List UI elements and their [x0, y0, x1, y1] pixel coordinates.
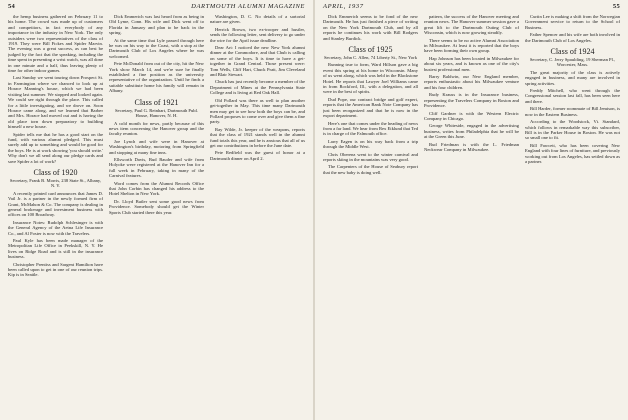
paragraph: Dick Emmerich was last heard from as being in Old Lyme, Conn. His wife and Dick went off to Florida in January and plan to be back in the spring.	[109, 14, 204, 36]
column	[109, 14, 204, 418]
left-page	[0, 0, 313, 420]
paragraph: pattern, the success of the Hanover meeting and reunion news. The Hanover summer session gave a great lift to the Dartmouth Outing Club of Wisconsin, which is now growing steadily.	[424, 14, 519, 36]
paragraph: Bill Fawcett, who has been covering New England with four lines of furniture, and previously working out from Los Angeles, has settled down as a partner.	[525, 142, 620, 164]
column	[424, 14, 519, 418]
paragraph: Larry Eagen is on his way back from a trip through the Middle West.	[323, 138, 418, 150]
paragraph: Washington, D. C. No details of a sartorial nature are given.	[210, 14, 305, 25]
class-heading: Class of 1924	[550, 47, 595, 57]
paragraph: According to the Woodstock, Vt. Standard, which follows in remarkable way this subscriber, Bill is in the Parker House in Boston. He was not so small one to fit.	[525, 119, 620, 141]
paragraph: Insurance Notes: Rudolph Schlesinger is with the General Agency of the Aetna Life Insurance Co., and Al Foster is now with the Travelers.	[8, 219, 103, 236]
paragraph: Bill Harder, former roommate of Bill Jemison, is now in the Eastern Business.	[525, 106, 620, 117]
issue-date: APRIL, 1937	[323, 3, 364, 10]
paragraph: Running true to form, Ward Hillson gave a big event this spring at his home in Wisconsin. Many of us went along, which was held in the Blackstone Hotel. He reports that Lawyer Joel Williams came in from Rockford, Ill., with a delegation, and all were in the best of spirits.	[323, 62, 418, 95]
paragraph: Ellsworth Davis, Bud Bauder and wife from Holyoke were registered at the Hanover Inn for a full week in February, taking in many of the Carnival features.	[109, 156, 204, 179]
right-page	[315, 0, 628, 420]
paragraph: Chuck has just recently become a member of the Department of Mines at the Pennsylvania State College and is living at Red Oak Hall.	[210, 79, 305, 96]
paragraph: Bud Friedman is with the L. Friedman Neckwear Company in Milwaukee.	[424, 141, 519, 152]
column	[210, 14, 305, 418]
magazine-title: DARTMOUTH ALUMNI MAGAZINE	[191, 3, 305, 10]
paragraph: Cliff Gardner is with the Western Electric Company in Chicago.	[424, 110, 519, 121]
paragraph: A cold month for news, partly because of this news item concerning the Hanover group and the faculty reunion.	[109, 120, 204, 137]
paragraph: Pete McDonald from out of the city, hit the New York show March 14, and we're sure he finally established a fine position as the university representative of the organization. Until he finds a suitable substitute home his family will remain in Albany.	[109, 61, 204, 94]
paragraph: Joe Lynch and wife were in Hanover at Washington's birthday, motoring from Springfield and stopping at many fine inns.	[109, 138, 204, 155]
paragraph: Word comes from the Alumni Records Office that John Corbin has changed his address to the Hotel Shelton in New York.	[109, 180, 204, 197]
paragraph: Freddy Mitchell, who went through the Congressional session last fall, has been seen here and there.	[525, 88, 620, 104]
secretary-line: Secretary, Paul G. Reinhart, Dartmouth Publ. House, Hanover, N. H.	[114, 107, 198, 119]
column	[323, 14, 418, 418]
text-columns	[8, 14, 305, 418]
column	[8, 14, 103, 418]
secretary-line: Secretary, John C. Allen, 74 Liberty St., New York	[323, 55, 418, 61]
paragraph: Rudy Krauss is in the Insurance business, representing the Travelers Company in Boston and Providence.	[424, 92, 519, 109]
paragraph: Hap Johnson has been located in Milwaukee for about six years, and is known as one of the city's busiest professional men.	[424, 55, 519, 72]
paragraph: George Whiteside, engaged in the advertising business, writes from Philadelphia that he will be at the Green this June.	[424, 123, 519, 140]
paragraph: Here's one that comes under the heading of news from a far land. We hear from Rex Eiklund that Ted is in charge of the Falmouth office.	[323, 120, 418, 137]
paragraph: Dear Art: I noticed the new New York alumni dinner at the Commodore, and that Chub is calling on some of the boys. It is time to have a get-together in Grand Central. Those present were: Tom Wells, Cliff Hart, Chuck Pratt, Jim Cleveland and Blair Stewart.	[210, 45, 305, 78]
paragraph: Dick Emmerich seems to be fond of the new Dartmouth. He has just finished a piece of writing on the New York Dartmouth Club, and by all reports he continues his work with Bill Rodgers and Stanley Burdick.	[323, 14, 418, 41]
paragraph: Curtin Lee is making a shift from the Norwegian Government service to return to the School of Business.	[525, 14, 620, 30]
paragraph: Dr. Lloyd Butler sent some good news from Providence. Somebody should get the Winter Sports Club started there this year.	[109, 198, 204, 215]
paragraph: Paul Kyle has been made manager of the Metropolitan Life Office in Peekskill, N. Y. He lives on Ridge Road and is still in the insurance business.	[8, 238, 103, 260]
class-heading: Class of 1925	[348, 45, 393, 55]
paragraph: Father Spencer and his wife are both involved in the Dartmouth Club of Los Angeles.	[525, 32, 620, 43]
paragraph: Chris Oberenz went to the winter carnival and reports skiing in the mountains was very good.	[323, 151, 418, 162]
text-columns	[323, 14, 620, 418]
paragraph: Herrick Brown, two ex-trooper and hustler, sends the following letter, sent delivery to go under the wire for the April issue deadline.	[210, 26, 305, 43]
secretary-line: Secretary, C. Jerry Spaulding, 19 Sherman Pl., Worcester, Mass.	[529, 57, 616, 68]
paragraph: Dud Pope, our contract bridge and golf expert, reports that the American Bank Note Company has just been reorganized and that he is now in the export department.	[323, 96, 418, 119]
secretary-line: Secretary, Frank B. Morris, 238 State St., Albany, N. Y.	[9, 177, 102, 189]
paragraph: The Carpenters of the House of Seabury report that the new baby is doing well.	[323, 164, 418, 175]
paragraph: There seems to be no active Alumni Association in Milwaukee. At least it is reported that the boys have been forming their own group.	[424, 37, 519, 54]
column	[525, 14, 620, 418]
page-number: 54	[8, 3, 16, 10]
paragraph: The great majority of the class is actively engaged in business, and many are involved in spring activities.	[525, 69, 620, 86]
paragraph: At the same time that Lyle passed through here he was on his way to the Coast, with a stop at the Dartmouth Club of Los Angeles where he was welcomed.	[109, 37, 204, 59]
class-heading: Class of 1921	[134, 97, 179, 107]
paragraph: the hemp business gathered on February 11 to his home. The crowd was made up of customers and competitors, in fact everybody of any importance in the industry in New York. The only outsiders were two representatives of the class of 1919. They were Bill Fickes and Spider Marvin. The evening was a great success, as can best be judged by the fact that the speaking, including the time spent in presenting a wrist watch, was all done in one minute and a half, thus leaving plenty of time for other indoor games.	[8, 14, 103, 74]
paragraph: Barry Baldwin, our New England member, reports enthusiastic about his Milwaukee venture and his four children.	[424, 74, 519, 90]
paragraph: Old Pollard was there as well to plan another get-together in May. This time many Dartmouth men may get to see how both the boys can be, and Pollard proposes to come over and give them a fine party.	[210, 97, 305, 125]
paragraph: Christopher Prentiss and Sargent Hamilton have been called upon to get in one of our reunion trips. Kip is in Seattle.	[8, 261, 103, 278]
paragraph: Pete Redfield was the guest of honor at a Dartmouth dinner on April 2.	[210, 150, 305, 161]
paragraph: Ray Wilde, Jr. keeper of the weapons, reports that the class of 1921 stands well in the alumni fund totals this year, and he is anxious that all of us get our contributions in before the June date.	[210, 126, 305, 148]
paragraph: A recently printed card announces that James D. Vail Jr. is a partner in the newly formed firm of Grant, McMahon & Co. The company is dealing in general brokerage and investment business with offices on 100 Broadway.	[8, 190, 103, 218]
paragraph: Spider tells me that he has a good start on the fund, with various alumni pledged. This must surely add up to something and would be good for the boys. He is at work showing 'you should write.' Why don't we all send along our pledge cards and save Spider a lot of work?	[8, 131, 103, 164]
running-header	[8, 3, 305, 13]
page-number: 55	[612, 3, 620, 10]
class-heading: Class of 1920	[33, 167, 78, 177]
paragraph: Last Sunday we went touring down Prospect St. in Farmington where we chanced to look up at Horace Manning's house, which we had been visiting last summer. We stopped and looked again. We could see right through the place. This called for a little investigating, and we drove on. Soon Horace came along, and we learned that Barber and Mrs. Horace had moved out and is having the old place torn down preparatory to building himself a new house.	[8, 75, 103, 130]
running-header	[323, 3, 620, 13]
